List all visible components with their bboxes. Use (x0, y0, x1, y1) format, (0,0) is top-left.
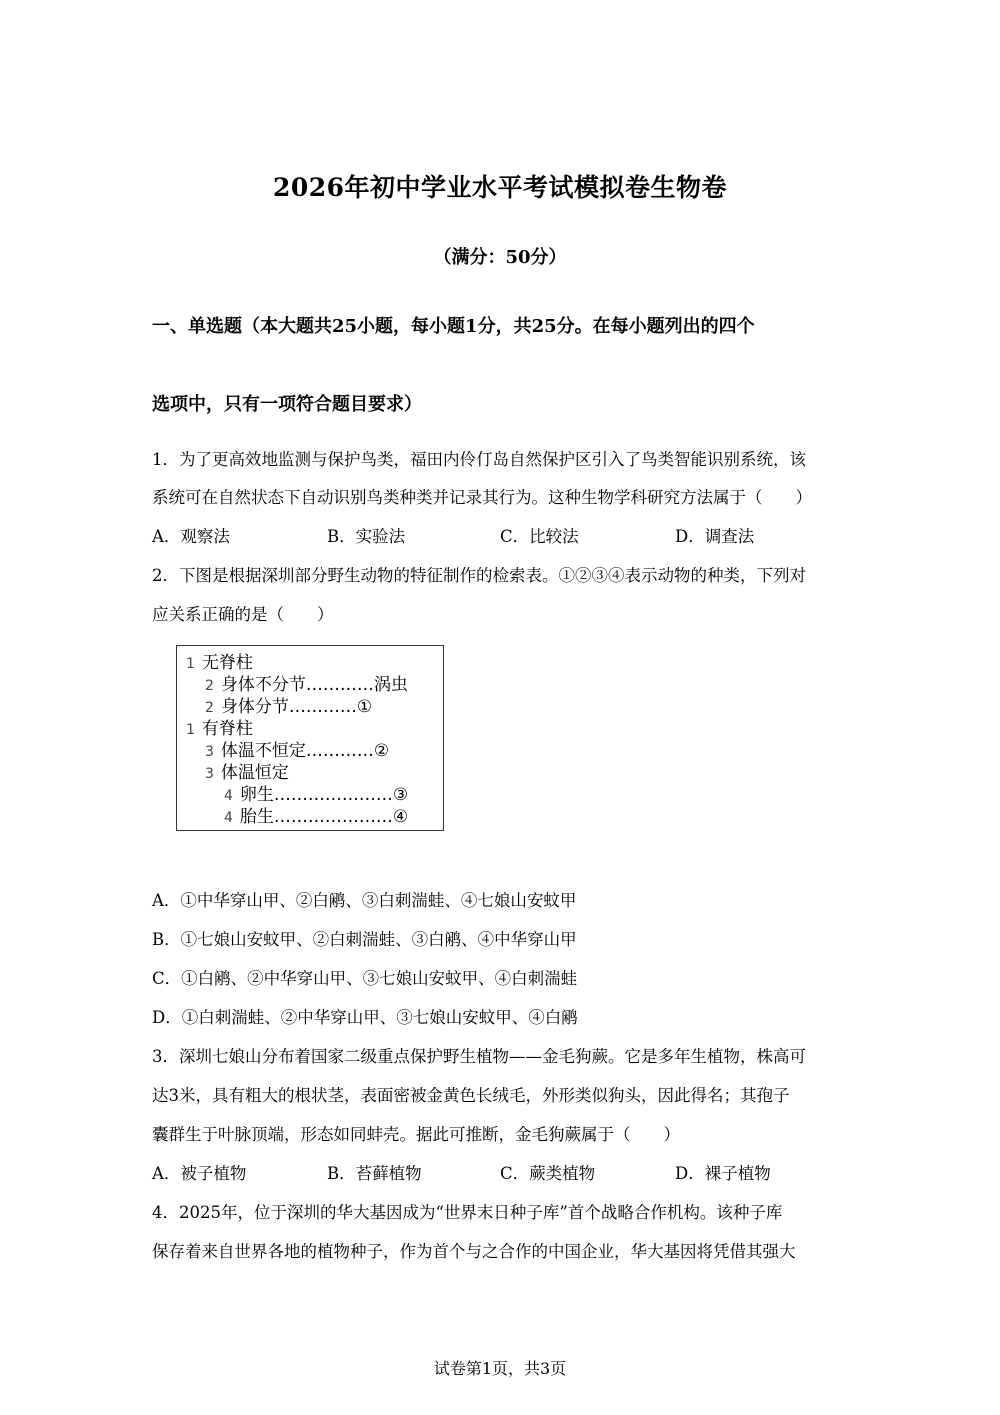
key-row: 2 身体不分节…………涡虫 (205, 675, 408, 695)
q2-option-b[interactable]: B．①七娘山安蚊甲、②白刺湍蛙、③白鹇、④中华穿山甲 (152, 930, 577, 949)
q1-stem-line-1: 1．为了更高效地监测与保护鸟类，福田内伶仃岛自然保护区引入了鸟类智能识别系统，该 (152, 450, 806, 469)
q2-stem-line-1: 2．下图是根据深圳部分野生动物的特征制作的检索表。①②③④表示动物的种类，下列对 (152, 566, 806, 585)
q4-stem-line-2: 保存着来自世界各地的植物种子，作为首个与之合作的中国企业，华大基因将凭借其强大 (152, 1242, 796, 1261)
q1-option-b[interactable]: B．实验法 (327, 527, 406, 546)
q3-option-c[interactable]: C．蕨类植物 (500, 1164, 596, 1183)
q3-stem-line-1: 3．深圳七娘山分布着国家二级重点保护野生植物——金毛狗蕨。它是多年生植物，株高可 (152, 1047, 806, 1066)
q1-stem-line-2: 系统可在自然状态下自动识别鸟类种类并记录其行为。这种生物学科研究方法属于（ ） (152, 488, 812, 507)
page-footer: 试卷第1页，共3页 (433, 1359, 567, 1378)
q3-stem-line-3: 囊群生于叶脉顶端，形态如同蚌壳。据此可推断，金毛狗蕨属于（ ） (152, 1125, 680, 1144)
q1-option-a[interactable]: A．观察法 (152, 527, 230, 546)
q3-option-d[interactable]: D．裸子植物 (675, 1164, 771, 1183)
section-heading-line-1: 一、单选题（本大题共25小题，每小题1分，共25分。在每小题列出的四个 (152, 316, 755, 337)
key-row: 1 无脊柱 (186, 653, 253, 673)
q2-option-d[interactable]: D．①白刺湍蛙、②中华穿山甲、③七娘山安蚊甲、④白鹇 (152, 1008, 578, 1027)
key-row: 3 体温恒定 (205, 763, 289, 783)
key-row: 3 体温不恒定…………② (205, 741, 390, 761)
key-row: 4 卵生…………………③ (224, 785, 409, 805)
q1-options (152, 523, 852, 547)
page-title: 2026年初中学业水平考试模拟卷生物卷 (272, 173, 728, 202)
key-row: 1 有脊柱 (186, 719, 253, 739)
section-heading-line-2: 选项中，只有一项符合题目要求） (152, 394, 422, 415)
q3-options (152, 1160, 852, 1184)
key-row: 4 胎生…………………④ (224, 807, 409, 827)
q3-stem-line-2: 达3米，具有粗大的根状茎，表面密被金黄色长绒毛，外形类似狗头，因此得名；其孢子 (152, 1086, 790, 1105)
q2-option-c[interactable]: C．①白鹇、②中华穿山甲、③七娘山安蚊甲、④白刺湍蛙 (152, 969, 578, 988)
classification-key-figure (176, 645, 444, 831)
q3-option-a[interactable]: A．被子植物 (152, 1164, 247, 1183)
key-row: 2 身体分节…………① (205, 697, 373, 717)
q1-option-c[interactable]: C．比较法 (500, 527, 579, 546)
full-score: （满分：50分） (433, 247, 567, 268)
q3-option-b[interactable]: B．苔藓植物 (327, 1164, 422, 1183)
q4-stem-line-1: 4．2025年，位于深圳的华大基因成为“世界末日种子库”首个战略合作机构。该种子库 (152, 1203, 783, 1222)
q2-stem-line-2: 应关系正确的是（ ） (152, 605, 334, 624)
q1-option-d[interactable]: D．调查法 (675, 527, 755, 546)
q2-option-a[interactable]: A．①中华穿山甲、②白鹇、③白刺湍蛙、④七娘山安蚊甲 (152, 891, 577, 910)
